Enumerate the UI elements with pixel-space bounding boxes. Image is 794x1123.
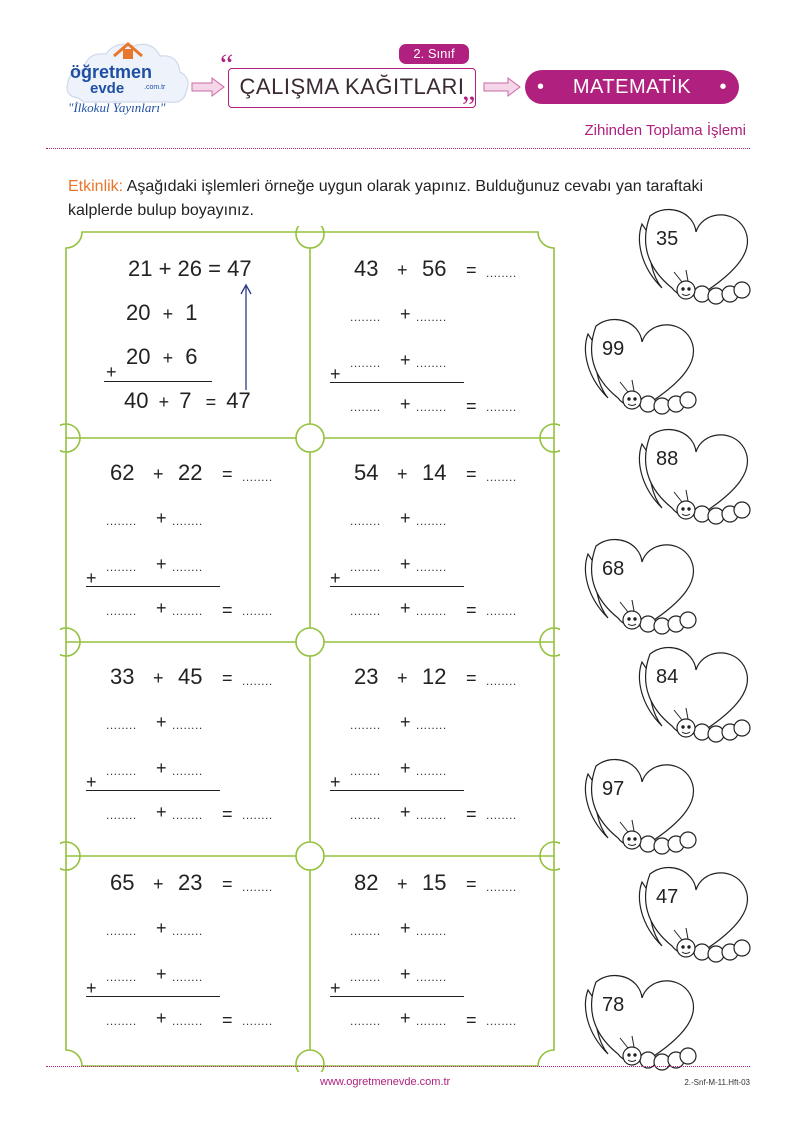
plus-sign: + (330, 772, 341, 792)
divider-top (46, 148, 750, 149)
result-blank[interactable]: ........ (486, 604, 517, 618)
problem-cell (310, 846, 554, 1046)
problem-b: 12 (422, 664, 447, 689)
result-blank[interactable]: ........ (486, 400, 517, 414)
plus-sign: + (400, 394, 411, 414)
heart-number: 88 (656, 448, 679, 470)
tens-blank[interactable]: ........ (106, 764, 137, 778)
answer-blank[interactable]: ........ (242, 470, 273, 484)
example-value: 7 (179, 388, 192, 413)
sum-line (104, 381, 212, 382)
quote-close-icon: ” (462, 90, 476, 123)
ones-sum-blank[interactable]: ........ (416, 1014, 447, 1028)
instruction (68, 175, 728, 223)
tens-blank[interactable]: ........ (350, 970, 381, 984)
ones-blank[interactable]: ........ (416, 970, 447, 984)
example-line1: 21 + 26 = 47 (128, 256, 252, 281)
example-row4 (124, 388, 251, 414)
equals-sign: = (222, 804, 233, 824)
equals-sign: = (222, 874, 233, 894)
subject-label: MATEMATİK (572, 76, 692, 98)
ones-sum-blank[interactable]: ........ (172, 604, 203, 618)
plus-sign: + (156, 1008, 167, 1028)
instruction-text: Aşağıdaki işlemleri örneğe uygun olarak yapınız. Bulduğunuz cevabı yan taraftaki kalplerde bulup boyayınız. (68, 178, 704, 219)
answer-blank[interactable]: ........ (486, 470, 517, 484)
heart-number: 68 (602, 558, 625, 580)
equals-sign: = (466, 668, 477, 688)
sum-line (330, 382, 464, 383)
plus-sign: + (400, 598, 411, 618)
answer-blank[interactable]: ........ (486, 880, 517, 894)
problem-b: 14 (422, 460, 447, 485)
tens-sum-blank[interactable]: ........ (106, 808, 137, 822)
problem-a: 54 (354, 460, 379, 485)
problem-a: 33 (110, 664, 135, 689)
topic-title: Zihinden Toplama İşlemi (584, 122, 746, 139)
plus-sign: + (153, 874, 164, 894)
heart-number: 78 (602, 994, 625, 1016)
equals-sign: = (222, 668, 233, 688)
plus-sign: + (397, 874, 408, 894)
example-value: 40 (124, 388, 149, 413)
result-blank[interactable]: ........ (242, 604, 273, 618)
plus-sign: + (400, 304, 411, 324)
ones-blank[interactable]: ........ (172, 718, 203, 732)
plus-sign: + (156, 964, 167, 984)
plus-sign: + (400, 554, 411, 574)
problem-b: 23 (178, 870, 203, 895)
example-value: 1 (185, 300, 198, 325)
equals-sign: = (466, 1010, 477, 1030)
heart-card[interactable] (578, 536, 702, 636)
page-title: ÇALIŞMA KAĞITLARI (239, 74, 465, 99)
arrow-right-icon (482, 76, 522, 98)
heart-card[interactable] (632, 426, 756, 526)
heart-number: 47 (656, 886, 679, 908)
plus-sign: + (400, 1008, 411, 1028)
plus-sign: + (400, 712, 411, 732)
sum-line (86, 996, 220, 997)
problem-cell (66, 640, 310, 840)
example-value: 6 (185, 344, 198, 369)
tens-blank[interactable]: ........ (350, 514, 381, 528)
plus-sign: + (400, 758, 411, 778)
tens-sum-blank[interactable]: ........ (106, 1014, 137, 1028)
ones-blank[interactable]: ........ (416, 924, 447, 938)
ones-blank[interactable]: ........ (172, 514, 203, 528)
plus-sign: + (162, 348, 174, 368)
result-blank[interactable]: ........ (486, 1014, 517, 1028)
plus-sign: + (156, 758, 167, 778)
tens-blank[interactable]: ........ (106, 560, 137, 574)
ones-blank[interactable]: ........ (172, 924, 203, 938)
problem-cell (310, 232, 554, 432)
ones-sum-blank[interactable]: ........ (172, 808, 203, 822)
plus-sign: + (397, 260, 408, 280)
tens-blank[interactable]: ........ (350, 924, 381, 938)
example-row2 (126, 300, 198, 326)
plus-sign: + (158, 392, 170, 412)
heart-butterfly-icon (578, 972, 702, 1072)
sum-line (86, 790, 220, 791)
plus-sign: + (400, 508, 411, 528)
example-value: 20 (126, 300, 151, 325)
plus-sign: + (86, 772, 97, 792)
example-value: 47 (226, 388, 251, 413)
plus-sign: + (400, 964, 411, 984)
result-blank[interactable]: ........ (242, 1014, 273, 1028)
plus-sign: + (330, 978, 341, 998)
heart-number: 97 (602, 778, 625, 800)
problem-a: 23 (354, 664, 379, 689)
arrow-up-icon (238, 282, 254, 394)
equals-sign: = (466, 396, 477, 416)
problem-cell (310, 436, 554, 636)
bullet-icon: • (719, 76, 727, 98)
tens-sum-blank[interactable]: ........ (350, 1014, 381, 1028)
tens-blank[interactable]: ........ (106, 514, 137, 528)
answer-blank[interactable]: ........ (242, 880, 273, 894)
tens-blank[interactable]: ........ (106, 924, 137, 938)
ones-blank[interactable]: ........ (172, 970, 203, 984)
problem-b: 56 (422, 256, 447, 281)
tens-sum-blank[interactable]: ........ (106, 604, 137, 618)
tens-blank[interactable]: ........ (350, 310, 381, 324)
heart-butterfly-icon (578, 316, 702, 416)
sum-line (330, 996, 464, 997)
tens-blank[interactable]: ........ (350, 718, 381, 732)
tens-sum-blank[interactable]: ........ (350, 808, 381, 822)
result-blank[interactable]: ........ (242, 808, 273, 822)
heart-butterfly-icon (632, 426, 756, 526)
tens-sum-blank[interactable]: ........ (350, 604, 381, 618)
footer-url[interactable]: www.ogretmenevde.com.tr (320, 1076, 451, 1088)
plus-sign: + (397, 668, 408, 688)
heart-card[interactable] (632, 644, 756, 744)
problem-a: 65 (110, 870, 135, 895)
ones-sum-blank[interactable]: ........ (172, 1014, 203, 1028)
problem-a: 82 (354, 870, 379, 895)
problem-a: 62 (110, 460, 135, 485)
result-blank[interactable]: ........ (486, 808, 517, 822)
heart-card[interactable] (632, 206, 756, 306)
ones-blank[interactable]: ........ (172, 764, 203, 778)
plus-sign: + (156, 554, 167, 574)
problem-cell (66, 846, 310, 1046)
heart-card[interactable] (578, 316, 702, 416)
plus-sign: + (156, 802, 167, 822)
plus-sign: + (330, 364, 341, 384)
plus-sign: + (156, 918, 167, 938)
problem-b: 45 (178, 664, 203, 689)
tens-blank[interactable]: ........ (350, 356, 381, 370)
tens-blank[interactable]: ........ (106, 718, 137, 732)
equals-sign: = (466, 804, 477, 824)
plus-sign: + (162, 304, 174, 324)
plus-sign: + (86, 568, 97, 588)
answer-blank[interactable]: ........ (486, 674, 517, 688)
ones-blank[interactable]: ........ (416, 764, 447, 778)
problem-cell (66, 436, 310, 636)
problem-cell (310, 640, 554, 840)
sum-line (86, 586, 220, 587)
ones-blank[interactable]: ........ (416, 356, 447, 370)
plus-sign: + (86, 978, 97, 998)
logo-text: öğretmen (70, 62, 153, 82)
equals-sign: = (466, 874, 477, 894)
instruction-label: Etkinlik: (68, 178, 124, 195)
logo (60, 36, 194, 132)
ones-blank[interactable]: ........ (416, 560, 447, 574)
ones-blank[interactable]: ........ (416, 310, 447, 324)
problem-b: 15 (422, 870, 447, 895)
equals-sign: = (466, 464, 477, 484)
logo-cloud-icon (60, 36, 194, 132)
bullet-icon: • (537, 76, 545, 98)
equals-sign: = (222, 464, 233, 484)
example-row3 (126, 344, 198, 370)
ones-sum-blank[interactable]: ........ (416, 808, 447, 822)
heart-card[interactable] (578, 756, 702, 856)
heart-number: 99 (602, 338, 625, 360)
problem-b: 22 (178, 460, 203, 485)
equals-sign: = (466, 260, 477, 280)
plus-sign: + (106, 362, 117, 382)
heart-butterfly-icon (632, 864, 756, 964)
plus-sign: + (330, 568, 341, 588)
sum-line (330, 586, 464, 587)
plus-sign: + (153, 668, 164, 688)
logo-domain: .com.tr (144, 84, 166, 91)
ones-blank[interactable]: ........ (416, 718, 447, 732)
tens-blank[interactable]: ........ (106, 970, 137, 984)
plus-sign: + (156, 508, 167, 528)
heart-butterfly-icon (632, 644, 756, 744)
example-value: 20 (126, 344, 151, 369)
equals-sign: = (466, 600, 477, 620)
quote-open-icon: “ (220, 48, 234, 81)
logo-tagline: "İlkokul Yayınları" (68, 100, 166, 115)
subject-badge (525, 70, 739, 104)
equals-sign: = (222, 600, 233, 620)
heart-butterfly-icon (632, 206, 756, 306)
plus-sign: + (400, 802, 411, 822)
logo-text-evde: evde (90, 80, 125, 97)
plus-sign: + (156, 598, 167, 618)
heart-number: 35 (656, 228, 679, 250)
tens-blank[interactable]: ........ (350, 764, 381, 778)
ones-blank[interactable]: ........ (172, 560, 203, 574)
equals-sign: = (205, 392, 217, 412)
equals-sign: = (222, 1010, 233, 1030)
page-code: 2.-Snf-M-11.Hft-03 (684, 1078, 750, 1087)
heart-card[interactable] (578, 972, 702, 1072)
tens-blank[interactable]: ........ (350, 560, 381, 574)
plus-sign: + (153, 464, 164, 484)
sum-line (330, 790, 464, 791)
heart-number: 84 (656, 666, 679, 688)
divider-bottom (46, 1066, 750, 1067)
problem-a: 43 (354, 256, 379, 281)
plus-sign: + (397, 464, 408, 484)
tens-sum-blank[interactable]: ........ (350, 400, 381, 414)
heart-card[interactable] (632, 864, 756, 964)
plus-sign: + (156, 712, 167, 732)
ones-sum-blank[interactable]: ........ (416, 604, 447, 618)
ones-sum-blank[interactable]: ........ (416, 400, 447, 414)
grade-badge: 2. Sınıf (399, 44, 469, 64)
ones-blank[interactable]: ........ (416, 514, 447, 528)
heart-butterfly-icon (578, 536, 702, 636)
plus-sign: + (400, 350, 411, 370)
heart-butterfly-icon (578, 756, 702, 856)
answer-blank[interactable]: ........ (242, 674, 273, 688)
plus-sign: + (400, 918, 411, 938)
answer-blank[interactable]: ........ (486, 266, 517, 280)
